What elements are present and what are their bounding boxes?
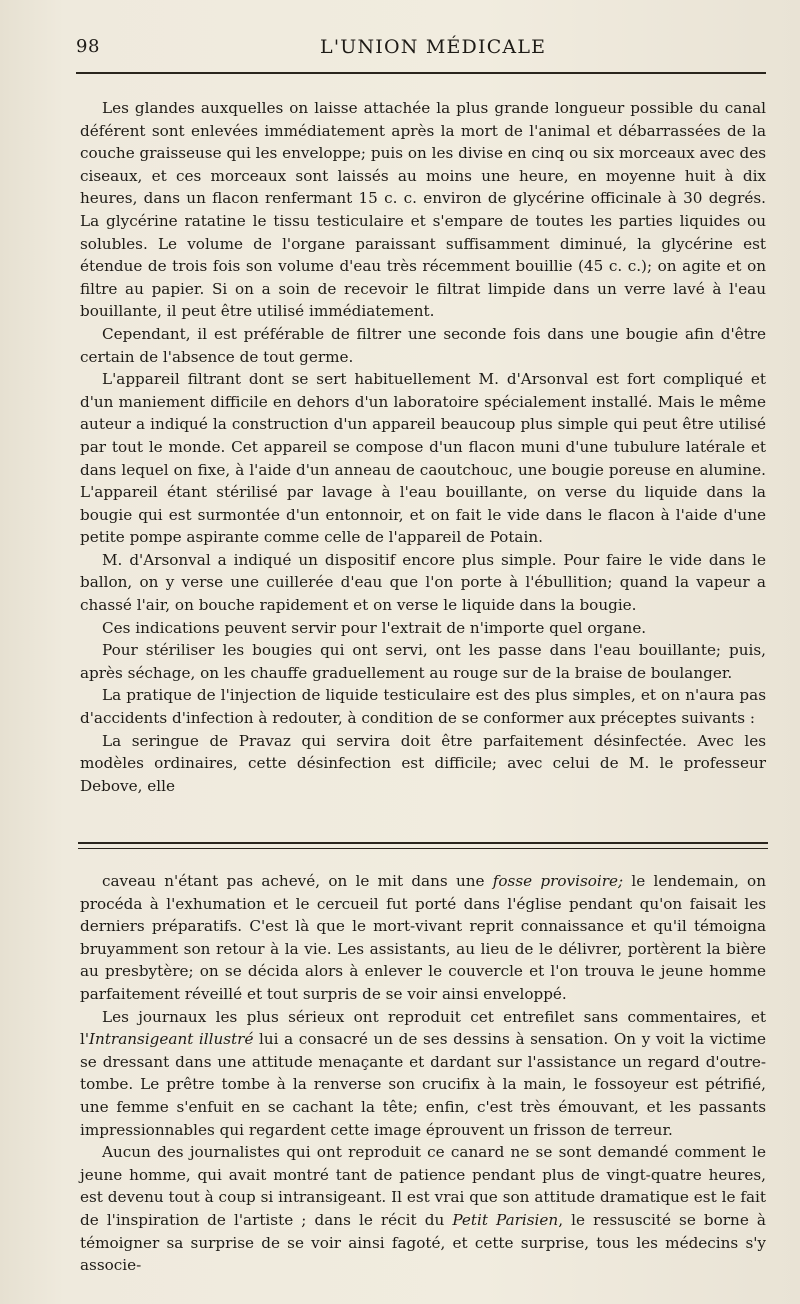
- text-run: lui a consacré un de ses dessins à sensation. On y voit la victime se dressant dans une attitude menaçante et dardant sur l'assistance un regard d'outre-tombe. Le prêtre tombe à la renverse son crucifix à la main, le fossoyeur est pétrifié, une femme s'enfuit en se cachant la tête; enfin, c'est très émouvant, et les passants impressionnables qui regardent cette image éprouvent un frisson de terreur.: [80, 1030, 766, 1139]
- page-number: 98: [76, 36, 100, 57]
- section-divider: [78, 842, 768, 849]
- text-run: , le ressuscité se borne à témoigner sa surprise de se voir ainsi fagoté, et cette surprise, tous les médecins s'y associe-: [80, 1210, 766, 1275]
- bottom-article: [80, 870, 766, 1277]
- italic-text: Intransigeant illustré: [89, 1030, 254, 1049]
- paragraph: Ces indications peuvent servir pour l'extrait de n'importe quel organe.: [102, 618, 647, 637]
- top-article: [80, 97, 766, 797]
- paragraph: M. d'Arsonval a indiqué un dispositif encore plus simple. Pour faire le vide dans le ballon, on y verse une cuillerée d'eau que l'on porte à l'ébullition; quand la vapeur a chassé l'air, on bouche rapidement et on verse le liquide dans la bougie.: [80, 550, 766, 615]
- journal-title: L'UNION MÉDICALE: [320, 36, 547, 58]
- italic-text: Petit Parisien: [452, 1210, 559, 1229]
- text-run: caveau n'étant pas achevé, on le mit dans une: [102, 872, 493, 890]
- paragraph: L'appareil filtrant dont se sert habituellement M. d'Arsonval est fort compliqué et d'un maniement difficile en dehors d'un laboratoire spécialement installé. Mais le même auteur a indiqué la construction d'un appareil beaucoup plus simple qui peut être utilisé par tout le monde. Cet appareil se compose d'un flacon muni d'une tubulure latérale et dans lequel on fixe, à l'aide d'un anneau de caoutchouc, une bougie poreuse en alumine. L'appareil étant stérilisé par lavage à l'eau bouillante, on verse du liquide dans la bougie qui est surmontée d'un entonnoir, et on fait le vide dans le flacon à l'aide d'une petite pompe aspirante comme celle de l'appareil de Potain.: [80, 370, 766, 547]
- text-run: le lendemain, on procéda à l'exhumation et le cercueil fut porté dans l'église pendant qu'on faisait les derniers préparatifs. C'est là que le mort-vivant reprit connaissance et qu'il témoigna bruyamment son retour à la vie. Les assistants, au lieu de le délivrer, portèrent la bière au presbytère; on se décida alors à enlever le couvercle et l'on trouva le jeune homme parfaitement réveillé et tout surpris de se voir ainsi enveloppé.: [80, 872, 766, 1003]
- paragraph: Pour stériliser les bougies qui ont servi, ont les passe dans l'eau bouillante; puis, après séchage, on les chauffe graduellement au rouge sur de la braise de boulanger.: [80, 641, 766, 682]
- paragraph: [80, 1141, 766, 1277]
- paragraph: [80, 1006, 766, 1142]
- paragraph: [80, 870, 766, 1006]
- running-header: [70, 34, 760, 64]
- text-run: Les journaux les plus sérieux ont reproduit cet entrefilet sans commentaires, et l': [80, 1007, 766, 1049]
- paragraph: La pratique de l'injection de liquide testiculaire est des plus simples, et on n'aura pas d'accidents d'infection à redouter, à condition de se conformer aux préceptes suivants :: [80, 686, 766, 728]
- paragraph: La seringue de Pravaz qui servira doit être parfaitement désinfectée. Avec les modèles ordinaires, cette désinfection est difficile; avec celui de M. le professeur Debove, elle: [80, 731, 766, 795]
- text-run: Aucun des journalistes qui ont reproduit ce canard ne se sont demandé comment le jeune homme, qui avait montré tant de patience pendant plus de vingt-quatre heures, est devenu tout à coup si intransigeant. Il est vrai que son attitude dramatique est le fait de l'inspiration de l'artiste ; dans le récit du: [80, 1143, 766, 1229]
- header-rule: [76, 72, 766, 74]
- paragraph: Les glandes auxquelles on laisse attachée la plus grande longueur possible du canal déférent sont enlevées immédiatement après la mort de l'animal et débarrassées de la couche graisseuse qui les enveloppe; puis on les divise en cinq ou six morceaux avec des ciseaux, et ces morceaux sont laissés au moins une heure, en moyenne huit à dix heures, dans un flacon renfermant 15 c. c. environ de glycérine officinale à 30 degrés. La glycérine ratatine le tissu testiculaire et s'empare de toutes les parties liquides ou solubles. Le volume de l'organe paraissant suffisamment diminué, la glycérine est étendue de trois fois son volume d'eau très récemment bouillie (45 c. c.); on agite et on filtre au papier. Si on a soin de recevoir le filtrat limpide dans un verre lavé à l'eau bouillante, il peut être utilisé immédiatement.: [80, 99, 766, 321]
- paragraph: Cependant, il est préférable de filtrer une seconde fois dans une bougie afin d'être certain de l'absence de tout germe.: [80, 324, 766, 366]
- italic-text: fosse provisoire;: [492, 872, 624, 890]
